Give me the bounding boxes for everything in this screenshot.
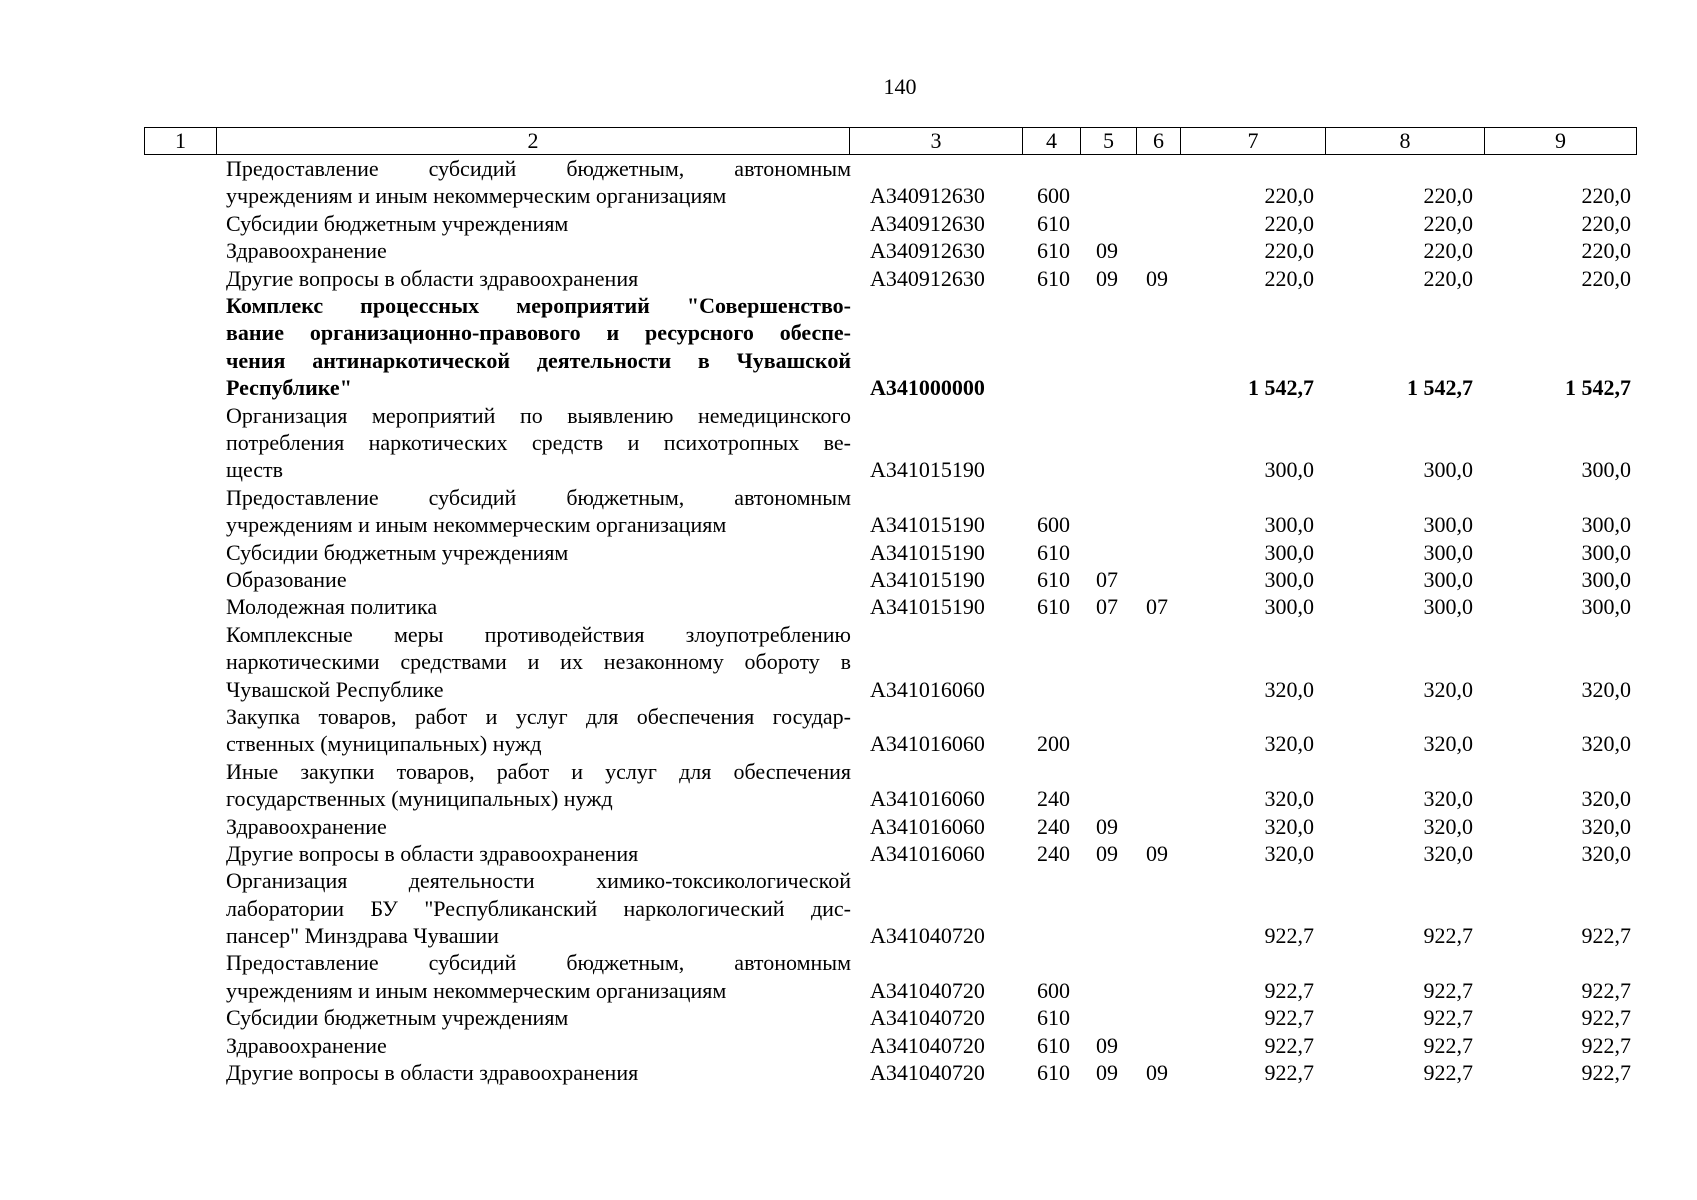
row-code: А341015190 <box>870 457 985 483</box>
table-row <box>144 265 1636 292</box>
row-col-9: 320,0 <box>1581 676 1631 702</box>
row-name <box>226 758 851 813</box>
header-col-2: 2 <box>217 128 850 155</box>
table-row <box>144 292 1636 402</box>
row-name <box>226 237 851 264</box>
row-name-line: вание организационно-правового и ресурсного обеспе- <box>226 320 851 346</box>
row-col-8: 922,7 <box>1423 923 1473 949</box>
row-col-9: 300,0 <box>1581 512 1631 538</box>
header-col-7: 7 <box>1181 128 1326 155</box>
table-row <box>144 237 1636 264</box>
row-col-6: 09 <box>1146 840 1168 866</box>
row-col-7: 1 542,7 <box>1248 375 1314 401</box>
row-name-line: ственных (муниципальных) нужд <box>226 731 542 757</box>
row-col-4: 610 <box>1037 265 1070 291</box>
row-name-line: Здравоохранение <box>226 1032 387 1058</box>
row-name-line: Организация мероприятий по выявлению немедицинского <box>226 402 851 428</box>
row-name <box>226 1032 851 1059</box>
row-col-4: 610 <box>1037 238 1070 264</box>
row-code: А341016060 <box>870 786 985 812</box>
row-name <box>226 840 851 867</box>
row-name <box>226 402 851 484</box>
row-name-line: Здравоохранение <box>226 813 387 839</box>
row-col-9: 300,0 <box>1581 539 1631 565</box>
row-name-line: потребления наркотических средств и психотропных ве- <box>226 429 851 455</box>
table-row <box>144 155 1636 210</box>
table-row <box>144 1032 1636 1059</box>
header-col-1: 1 <box>145 128 217 155</box>
row-col-7: 320,0 <box>1264 676 1314 702</box>
row-name-line: Другие вопросы в области здравоохранения <box>226 1060 639 1086</box>
row-code: А340912630 <box>870 238 985 264</box>
table-row <box>144 813 1636 840</box>
row-col-4: 610 <box>1037 210 1070 236</box>
row-name <box>226 566 851 593</box>
table-row <box>144 566 1636 593</box>
row-code: А341015190 <box>870 512 985 538</box>
row-col-8: 300,0 <box>1423 539 1473 565</box>
table-row <box>144 593 1636 620</box>
row-code: А341000000 <box>870 375 985 401</box>
row-col-8: 220,0 <box>1423 265 1473 291</box>
row-name <box>226 621 851 703</box>
row-name-line: Иные закупки товаров, работ и услуг для обеспечения <box>226 758 851 784</box>
page-number: 140 <box>883 74 917 99</box>
row-col-4: 240 <box>1037 813 1070 839</box>
row-code: А340912630 <box>870 265 985 291</box>
row-name <box>226 813 851 840</box>
row-col-8: 300,0 <box>1423 457 1473 483</box>
row-col-4: 610 <box>1037 1032 1070 1058</box>
row-col-9: 922,7 <box>1581 977 1631 1003</box>
row-name <box>226 265 851 292</box>
row-name-line: чения антинаркотической деятельности в Чувашской <box>226 347 851 373</box>
header-col-5: 5 <box>1081 128 1137 155</box>
row-name-line: учреждениям и иным некоммерческим организациям <box>226 977 727 1003</box>
table-row <box>144 867 1636 949</box>
row-name-line: Субсидии бюджетным учреждениям <box>226 1005 569 1031</box>
row-col-7: 320,0 <box>1264 786 1314 812</box>
row-name-line: ществ <box>226 457 284 483</box>
row-col-8: 320,0 <box>1423 813 1473 839</box>
row-code: А341016060 <box>870 840 985 866</box>
row-code: А340912630 <box>870 210 985 236</box>
row-col-7: 220,0 <box>1264 183 1314 209</box>
row-col-9: 1 542,7 <box>1565 375 1631 401</box>
row-col-8: 320,0 <box>1423 786 1473 812</box>
table-row <box>144 539 1636 566</box>
row-name <box>226 703 851 758</box>
row-name-line: учреждениям и иным некоммерческим организациям <box>226 183 727 209</box>
row-col-7: 300,0 <box>1264 566 1314 592</box>
row-col-9: 320,0 <box>1581 731 1631 757</box>
row-col-7: 320,0 <box>1264 840 1314 866</box>
header-col-6: 6 <box>1137 128 1181 155</box>
table-row <box>144 758 1636 813</box>
row-name <box>226 539 851 566</box>
row-code: А341016060 <box>870 731 985 757</box>
table-header <box>144 127 1637 155</box>
row-col-9: 922,7 <box>1581 1060 1631 1086</box>
row-col-4: 610 <box>1037 566 1070 592</box>
row-col-4: 600 <box>1037 183 1070 209</box>
row-name-line: наркотическими средствами и их незаконному обороту в <box>226 649 851 675</box>
row-name <box>226 1004 851 1031</box>
row-col-6: 07 <box>1146 594 1168 620</box>
row-col-5: 09 <box>1096 1060 1118 1086</box>
row-col-9: 922,7 <box>1581 1005 1631 1031</box>
row-col-5: 07 <box>1096 594 1118 620</box>
row-name-line: Комплексные меры противодействия злоупотреблению <box>226 621 851 647</box>
row-col-9: 922,7 <box>1581 923 1631 949</box>
row-col-4: 600 <box>1037 977 1070 1003</box>
row-col-8: 922,7 <box>1423 1032 1473 1058</box>
row-name-line: Субсидии бюджетным учреждениям <box>226 539 569 565</box>
row-col-5: 07 <box>1096 566 1118 592</box>
row-col-7: 220,0 <box>1264 265 1314 291</box>
row-code: А341040720 <box>870 1032 985 1058</box>
row-name-line: пансер" Минздрава Чувашии <box>226 923 499 949</box>
table-row <box>144 210 1636 237</box>
row-name-line: Предоставление субсидий бюджетным, автономным <box>226 950 851 976</box>
row-col-9: 320,0 <box>1581 840 1631 866</box>
header-row <box>145 128 1637 155</box>
table-row <box>144 703 1636 758</box>
row-col-4: 240 <box>1037 840 1070 866</box>
row-name-line: Здравоохранение <box>226 238 387 264</box>
header-col-8: 8 <box>1326 128 1485 155</box>
row-col-4: 610 <box>1037 1005 1070 1031</box>
row-col-4: 610 <box>1037 594 1070 620</box>
row-col-7: 320,0 <box>1264 731 1314 757</box>
row-code: А341040720 <box>870 923 985 949</box>
row-col-7: 922,7 <box>1264 923 1314 949</box>
row-col-9: 300,0 <box>1581 594 1631 620</box>
row-code: А341016060 <box>870 676 985 702</box>
row-col-9: 320,0 <box>1581 813 1631 839</box>
row-col-7: 220,0 <box>1264 238 1314 264</box>
row-col-5: 09 <box>1096 813 1118 839</box>
row-name-line: государственных (муниципальных) нужд <box>226 786 613 812</box>
row-col-8: 320,0 <box>1423 676 1473 702</box>
row-name <box>226 949 851 1004</box>
row-col-7: 922,7 <box>1264 977 1314 1003</box>
header-col-3: 3 <box>850 128 1023 155</box>
row-col-5: 09 <box>1096 238 1118 264</box>
row-name <box>226 210 851 237</box>
row-col-4: 610 <box>1037 539 1070 565</box>
row-name-line: Предоставление субсидий бюджетным, автономным <box>226 156 851 181</box>
row-col-5: 09 <box>1096 840 1118 866</box>
row-col-9: 220,0 <box>1581 210 1631 236</box>
row-col-7: 300,0 <box>1264 457 1314 483</box>
row-code: А341015190 <box>870 539 985 565</box>
row-name <box>226 1059 851 1086</box>
row-name <box>226 867 851 949</box>
row-col-9: 220,0 <box>1581 238 1631 264</box>
row-col-9: 300,0 <box>1581 457 1631 483</box>
row-col-7: 922,7 <box>1264 1005 1314 1031</box>
row-code: А341040720 <box>870 977 985 1003</box>
row-col-8: 922,7 <box>1423 1060 1473 1086</box>
table-row <box>144 1059 1636 1086</box>
table-row <box>144 621 1636 703</box>
row-name-line: Субсидии бюджетным учреждениям <box>226 210 569 236</box>
row-col-6: 09 <box>1146 265 1168 291</box>
row-col-7: 922,7 <box>1264 1060 1314 1086</box>
row-name-line: Другие вопросы в области здравоохранения <box>226 840 639 866</box>
row-col-8: 320,0 <box>1423 840 1473 866</box>
row-col-9: 320,0 <box>1581 786 1631 812</box>
row-col-7: 320,0 <box>1264 813 1314 839</box>
row-col-4: 600 <box>1037 512 1070 538</box>
row-col-8: 220,0 <box>1423 210 1473 236</box>
row-name-line: Республике" <box>226 375 352 401</box>
row-name-line: Организация деятельности химико-токсикологической <box>226 868 851 894</box>
row-col-9: 922,7 <box>1581 1032 1631 1058</box>
row-code: А341015190 <box>870 566 985 592</box>
row-name <box>226 484 851 539</box>
table-row <box>144 840 1636 867</box>
row-col-7: 300,0 <box>1264 539 1314 565</box>
row-col-9: 300,0 <box>1581 566 1631 592</box>
table-row <box>144 1004 1636 1031</box>
table-row <box>144 402 1636 484</box>
row-code: А340912630 <box>870 183 985 209</box>
row-code: А341040720 <box>870 1005 985 1031</box>
row-col-4: 610 <box>1037 1060 1070 1086</box>
header-col-9: 9 <box>1485 128 1637 155</box>
row-name <box>226 593 851 620</box>
row-name-line: лаборатории БУ "Республиканский наркологический дис- <box>226 895 851 921</box>
row-name-line: Другие вопросы в области здравоохранения <box>226 265 639 291</box>
row-col-7: 300,0 <box>1264 512 1314 538</box>
row-col-7: 922,7 <box>1264 1032 1314 1058</box>
row-col-8: 220,0 <box>1423 183 1473 209</box>
table-row <box>144 949 1636 1004</box>
row-col-5: 09 <box>1096 1032 1118 1058</box>
header-col-4: 4 <box>1023 128 1081 155</box>
row-name-line: Предоставление субсидий бюджетным, автономным <box>226 484 851 510</box>
table-body <box>144 155 1636 1086</box>
row-col-6: 09 <box>1146 1060 1168 1086</box>
row-name-line: Образование <box>226 566 347 592</box>
row-col-8: 300,0 <box>1423 512 1473 538</box>
row-code: А341016060 <box>870 813 985 839</box>
row-col-9: 220,0 <box>1581 183 1631 209</box>
row-name-line: Чувашской Республике <box>226 676 444 702</box>
row-name-line: учреждениям и иным некоммерческим организациям <box>226 512 727 538</box>
row-col-4: 240 <box>1037 786 1070 812</box>
row-code: А341015190 <box>870 594 985 620</box>
row-code: А341040720 <box>870 1060 985 1086</box>
row-col-8: 320,0 <box>1423 731 1473 757</box>
row-name-line: Молодежная политика <box>226 594 438 620</box>
row-col-8: 922,7 <box>1423 1005 1473 1031</box>
row-col-8: 300,0 <box>1423 594 1473 620</box>
row-col-9: 220,0 <box>1581 265 1631 291</box>
row-name-line: Закупка товаров, работ и услуг для обеспечения государ- <box>226 703 851 729</box>
row-col-8: 922,7 <box>1423 977 1473 1003</box>
row-col-8: 1 542,7 <box>1407 375 1473 401</box>
row-col-4: 200 <box>1037 731 1070 757</box>
row-name <box>226 292 851 402</box>
row-col-8: 300,0 <box>1423 566 1473 592</box>
row-col-7: 300,0 <box>1264 594 1314 620</box>
row-col-8: 220,0 <box>1423 238 1473 264</box>
row-name-line: Комплекс процессных мероприятий "Совершенство- <box>226 292 851 318</box>
row-col-7: 220,0 <box>1264 210 1314 236</box>
table-row <box>144 484 1636 539</box>
row-col-5: 09 <box>1096 265 1118 291</box>
row-name <box>226 155 851 210</box>
